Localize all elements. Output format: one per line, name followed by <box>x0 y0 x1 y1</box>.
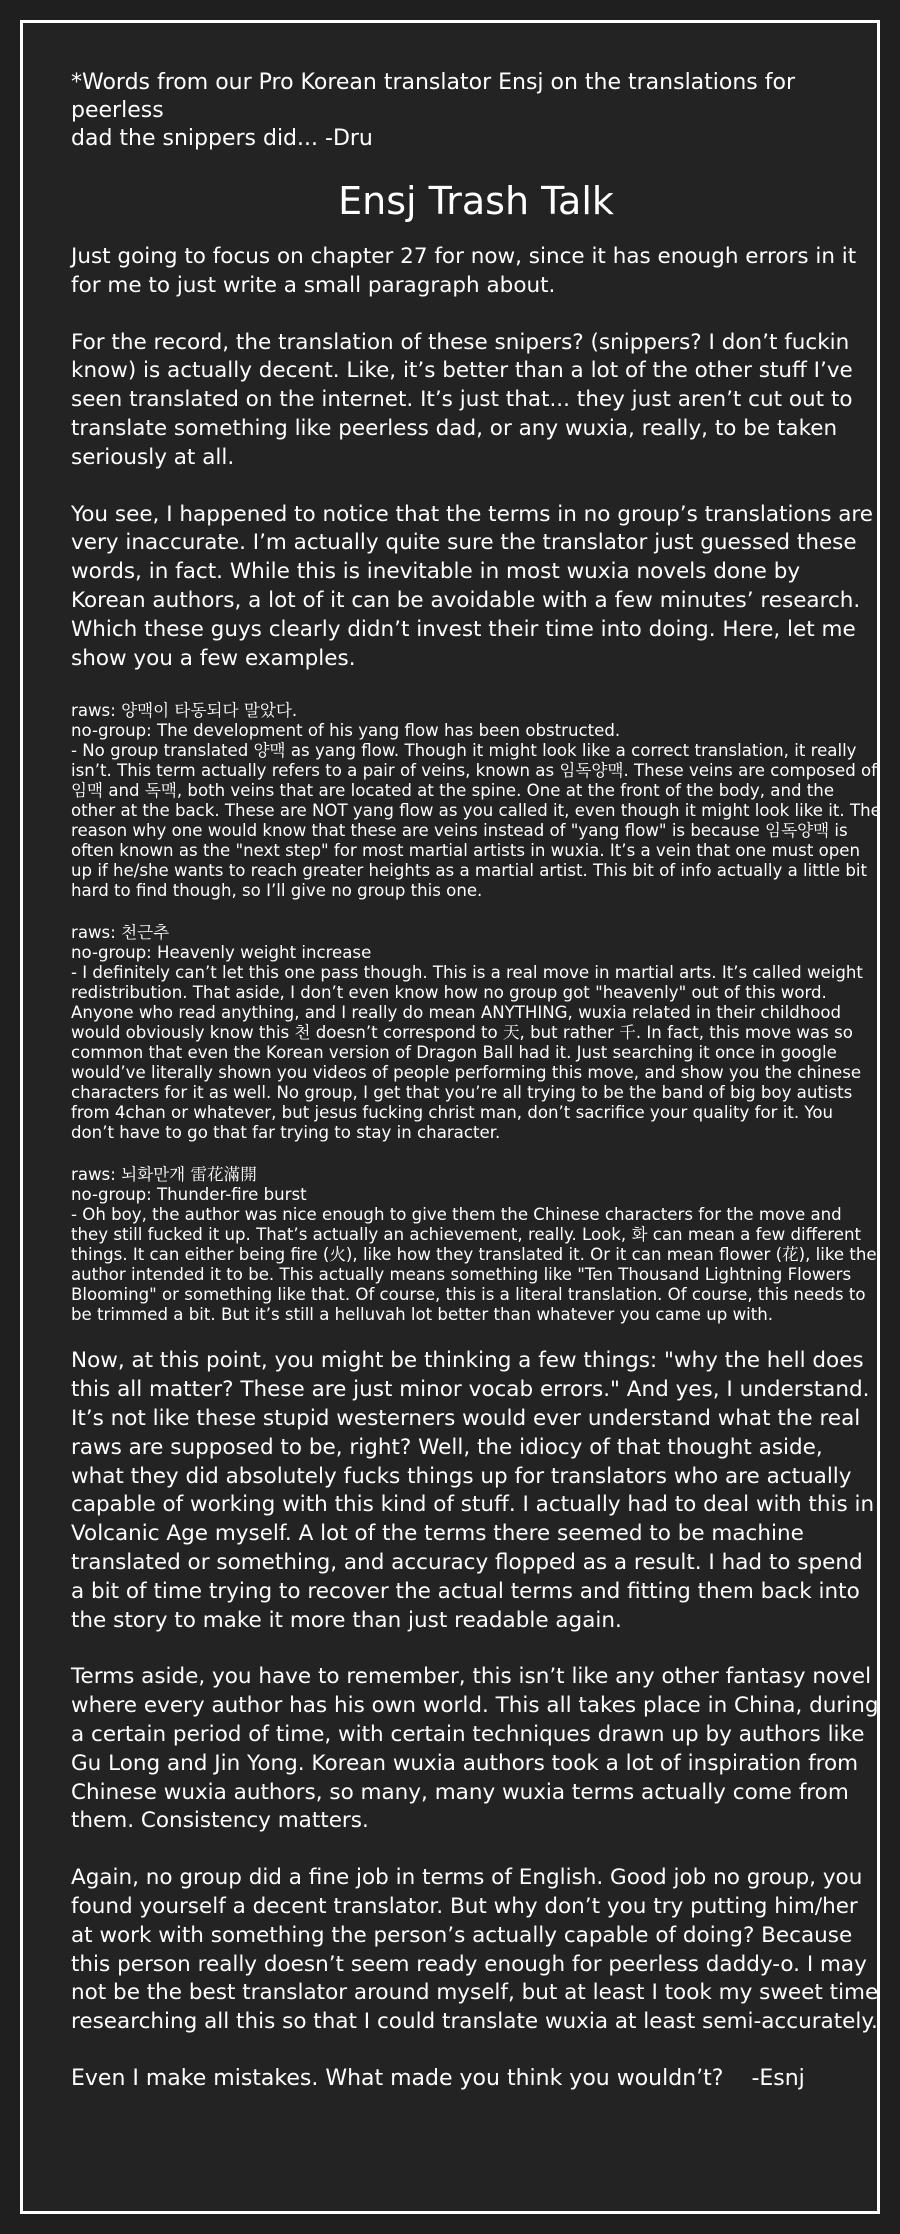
example-note: - No group translated 양맥 as yang flow. Though it might look like a correct translation, it really isn’t. This term actually refers to a pair of veins, known as 임독양맥. These veins are composed of 임맥 and 독맥, both veins that are located at the spine. One at the front of the body, and the other at the back. These are NOT yang flow as you called it, even though it might look like it. The reason why one would know that these are veins instead of "yang flow" is because 임독양맥 is often known as the "next step" for most martial artists in wuxia. It’s a vein that one must open up if he/she wants to reach greater heights as a martial artist. This bit of info actually a little bit hard to find though, so I’ll give no group this one. <box>71 741 881 901</box>
example-nogroup: no-group: The development of his yang flow has been obstructed. <box>71 721 621 741</box>
closing-text: Even I make mistakes. What made you think you wouldn’t? <box>71 2065 724 2091</box>
closing-line <box>71 2065 881 2093</box>
example-block <box>71 701 881 901</box>
page-frame <box>20 20 880 2214</box>
example-block <box>71 1165 881 1325</box>
translator-note: *Words from our Pro Korean translator Ensj on the translations for peerless dad the snippers did... -Dru <box>71 70 796 151</box>
example-note: - Oh boy, the author was nice enough to give them the Chinese characters for the move and they still fucked it up. That’s actually an achievement, really. Look, 화 can mean a few different things. It can either being fire (火), like how they translated it. Or it can mean flower (花), like the author intended it to be. This actually means something like "Ten Thousand Lightning Flowers Blooming" or something like that. Of course, this is a literal translation. Of course, this needs to be trimmed a bit. But it’s still a helluvah lot better than whatever you came up with. <box>71 1205 877 1325</box>
example-nogroup: no-group: Thunder-fire burst <box>71 1185 307 1205</box>
paragraph: Just going to focus on chapter 27 for now, since it has enough errors in it for me to just write a small paragraph about. <box>71 244 857 298</box>
example-raws: raws: 뇌화만개 雷花滿開 <box>71 1165 257 1185</box>
paragraph: Now, at this point, you might be thinking a few things: "why the hell does this all matter? These are just minor vocab errors." And yes, I understand. It’s not like these stupid westerners would ever understand what the real raws are supposed to be, right? Well, the idiocy of that thought aside, what they did absolutely fucks things up for translators who are actually capable of working with this kind of stuff. I actually had to deal with this in Volcanic Age myself. A lot of the terms there seemed to be machine translated or something, and accuracy flopped as a result. I had to spend a bit of time trying to recover the actual terms and fitting them back into the story to make it more than just readable again. <box>71 1348 875 1633</box>
example-block <box>71 923 881 1143</box>
signature: -Esnj <box>751 2065 805 2091</box>
example-note: - I definitely can’t let this one pass though. This is a real move in martial arts. It’s called weight redistribution. That aside, I don’t even know how no group got "heavenly" out of this word. Anyone who read anything, and I really do mean ANYTHING, wuxia related in their childhood would obviously know this 천 doesn’t correspond to 天, but rather 千. In fact, this move was so common that even the Korean version of Dragon Ball had it. Just searching it once in google would’ve literally shown you videos of people performing this move, and show you the chinese characters for it as well. No group, I get that you’re all trying to be the band of big boy autists from 4chan or whatever, but jesus fucking christ man, don’t sacrifice your quality for it. You don’t have to go that far trying to stay in character. <box>71 963 863 1143</box>
paragraph: For the record, the translation of these snipers? (snippers? I don’t fuckin know) is actually decent. Like, it’s better than a lot of the other stuff I’ve seen translated on the internet. It’s just that... they just aren’t cut out to translate something like peerless dad, or any wuxia, really, to be taken seriously at all. <box>71 329 853 470</box>
example-nogroup: no-group: Heavenly weight increase <box>71 943 372 963</box>
page-title: Ensj Trash Talk <box>338 179 614 223</box>
paragraph: Terms aside, you have to remember, this isn’t like any other fantasy novel where every author has his own world. This all takes place in China, during a certain period of time, with certain techniques drawn up by authors like Gu Long and Jin Yong. Korean wuxia authors took a lot of inspiration from Chinese wuxia authors, so many, many wuxia terms actually come from them. Consistency matters. <box>71 1664 879 1834</box>
paragraph: You see, I happened to notice that the terms in no group’s translations are very inaccurate. I’m actually quite sure the translator just guessed these words, in fact. While this is inevitable in most wuxia novels done by Korean authors, a lot of it can be avoidable with a few minutes’ research. Which these guys clearly didn’t invest their time into doing. Here, let me show you a few examples. <box>71 501 874 671</box>
paragraph: Again, no group did a fine job in terms of English. Good job no group, you found yourself a decent translator. But why don’t you try putting him/her at work with something the person’s actually capable of doing? Because this person really doesn’t seem ready enough for peerless daddy-o. I may not be the best translator around myself, but at least I took my sweet time researching all this so that I could translate wuxia at least semi-accurately. <box>71 1865 879 2035</box>
article <box>71 69 881 2093</box>
example-raws: raws: 천근추 <box>71 923 170 943</box>
example-raws: raws: 양맥이 타동되다 말았다. <box>71 701 298 721</box>
